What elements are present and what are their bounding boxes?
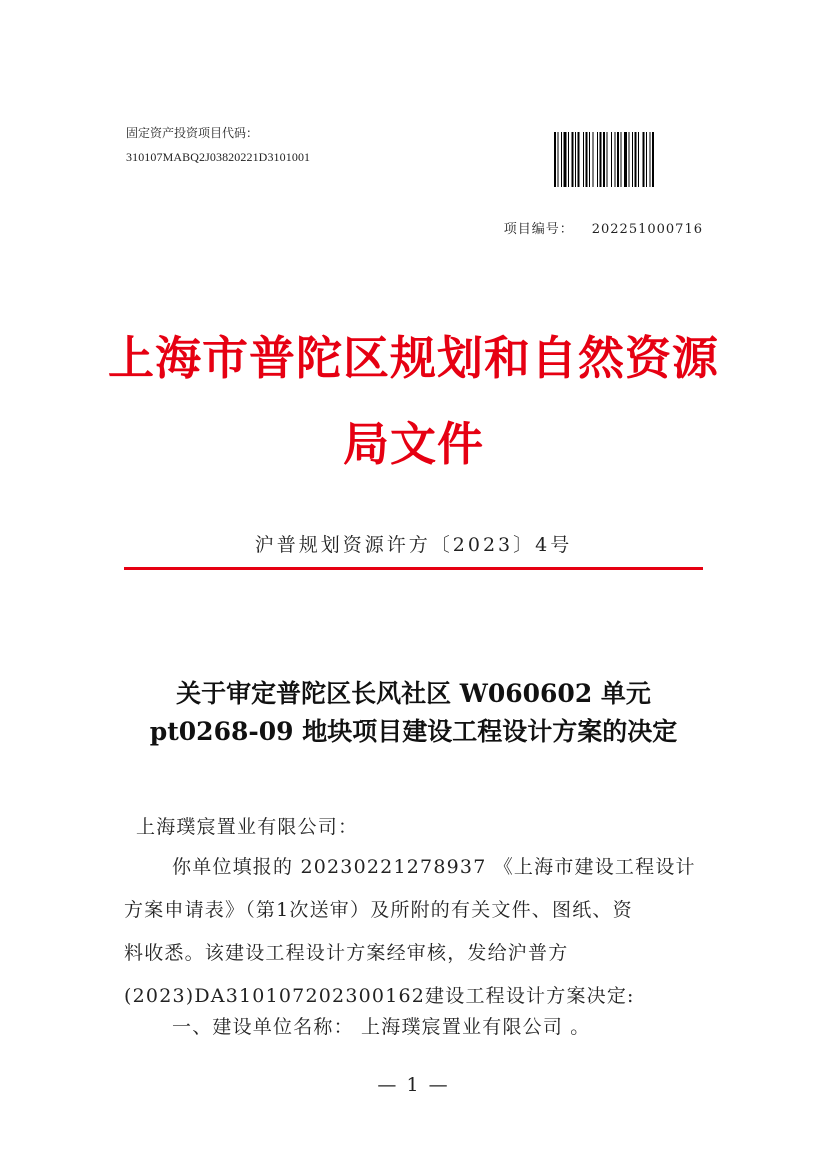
project-number [504,218,703,237]
paragraph-line: (2023)DA310107202300162建设工程设计方案决定: [124,985,635,1007]
decision-title-line1: 关于审定普陀区长风社区 W060602 单元 [176,679,651,708]
paragraph-line: 料收悉。该建设工程设计方案经审核，发给沪普方 [124,942,569,964]
body-paragraph [124,846,704,1018]
paragraph-line: 你单位填报的 20230221278937 《上海市建设工程设计 [172,856,696,878]
document-number: 沪普规划资源许方〔2023〕4号 [254,534,573,556]
list-item-applicant-name: 一、建设单位名称： 上海璞宸置业有限公司 。 [172,1016,591,1038]
project-code-label: 固定资产投资项目代码： [126,126,259,140]
issuing-authority-title-line1: 上海市普陀区规划和自然资源 [108,331,719,385]
salutation: 上海璞宸置业有限公司： [136,816,359,838]
project-number-value: 202251000716 [591,222,703,237]
issuing-authority-title-line2: 局文件 [343,417,484,471]
red-divider [124,567,703,570]
project-code-value: 310107MABQ2J03820221D3101001 [126,150,311,164]
page-number: — 1 — [377,1074,450,1096]
paragraph-line: 方案申请表》（第1次送审）及所附的有关文件、图纸、资 [124,899,633,921]
barcode-image [554,132,700,187]
project-number-label: 项目编号： [503,222,574,237]
decision-title-line2: pt0268-09 地块项目建设工程设计方案的决定 [149,717,678,746]
